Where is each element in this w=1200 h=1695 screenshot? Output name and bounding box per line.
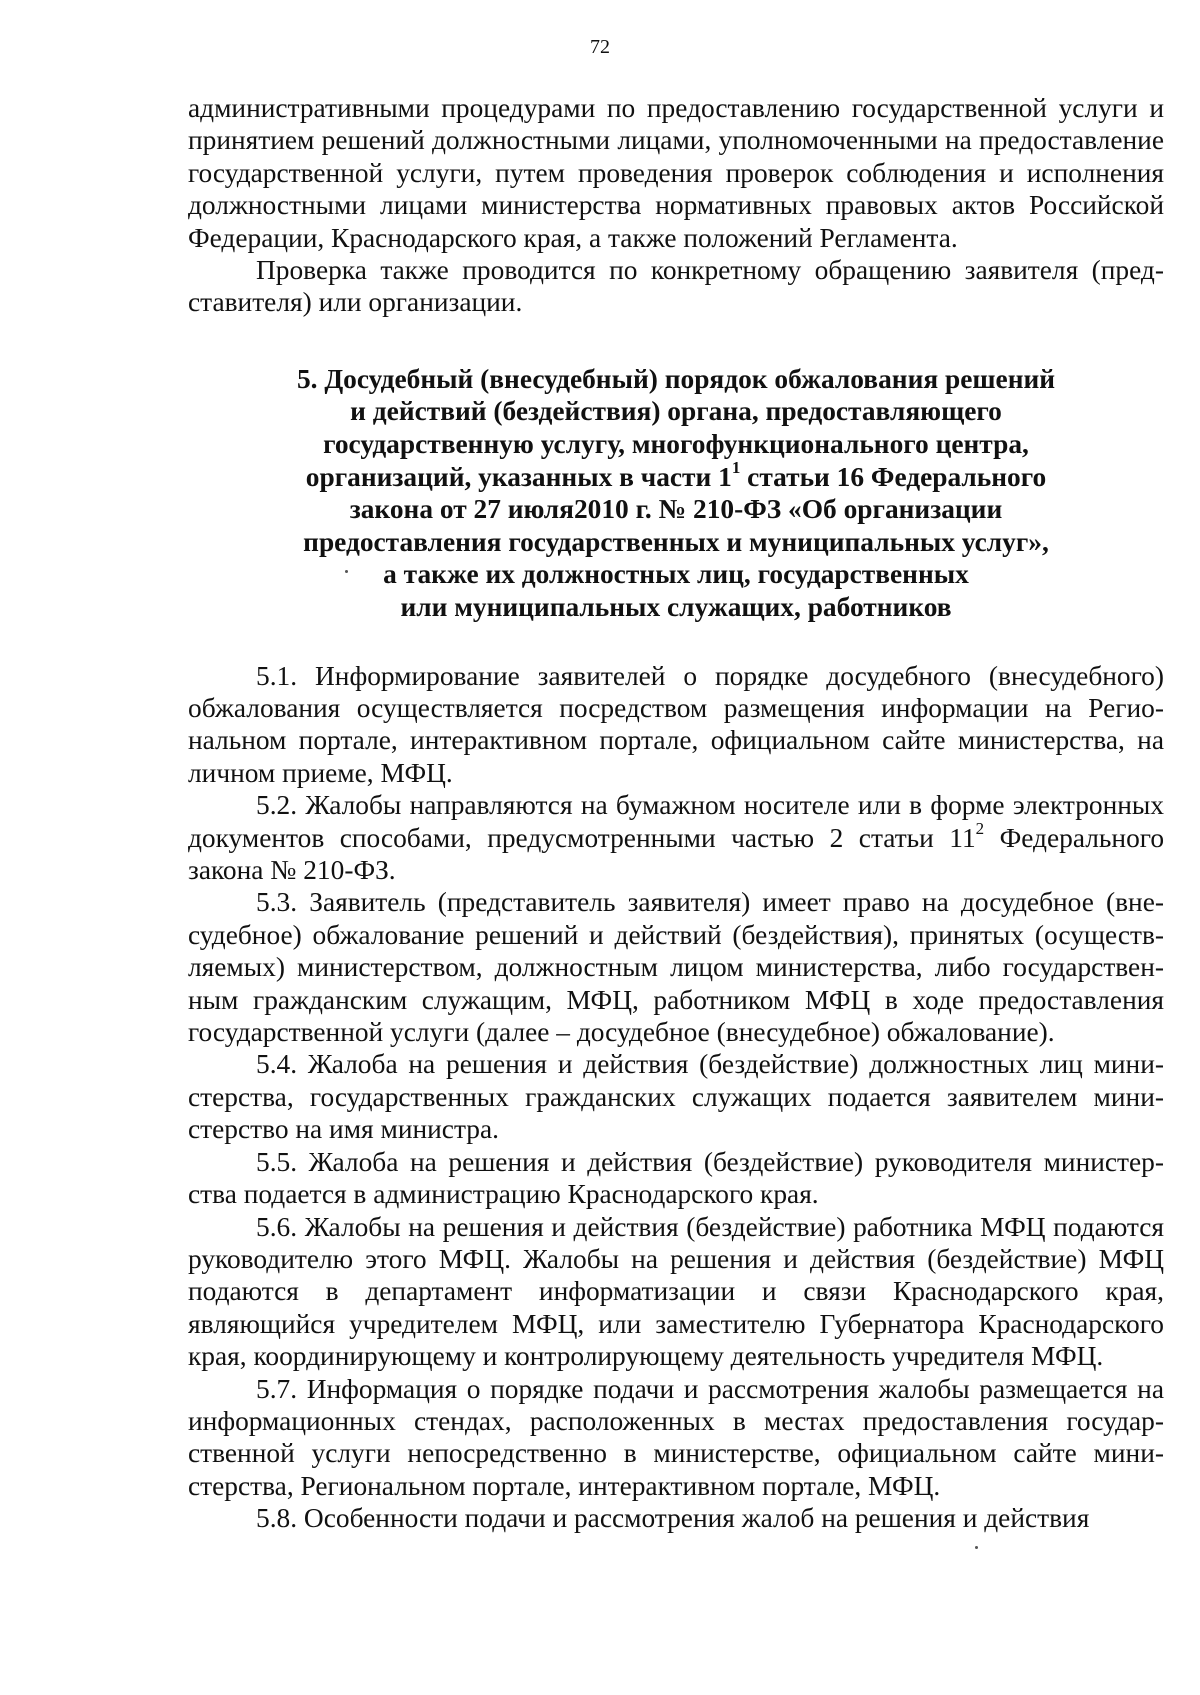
section-5-5: 5.5. Жалоба на решения и действия (бездействие) руководителя министерства подается в администрацию Краснодарского края.	[188, 1146, 1164, 1210]
heading-line-4-text: организаций, указанных в части 1	[305, 461, 732, 492]
heading-line-5: закона от 27 июля2010 г. № 210-ФЗ «Об организации	[349, 494, 1003, 525]
scan-speck	[975, 1546, 978, 1549]
section-5-7: 5.7. Информация о порядке подачи и рассмотрения жалобы размещается на информационных стендах, расположенных в местах предоставления государственной услуги непосредственно в министерстве, официальном сайте министерства, Региональном портале, интерактивном портале, МФЦ.	[188, 1373, 1164, 1501]
heading-line-6: предоставления государственных и муниципальных услуг»,	[303, 526, 1049, 557]
section-5-2-superscript: 2	[975, 818, 985, 838]
intro-paragraph-1: административными процедурами по предоставлению государственной услуги и принятием решений должностными лицами, уполномоченными на предоставление государственной услуги, путем проведения проверок соблюдения и исполнения должностными лицами министерства нормативных правовых актов Российской Федерации, Краснодарского края, а также положений Регламента.	[188, 93, 1164, 253]
section-5-4: 5.4. Жалоба на решения и действия (бездействие) должностных лиц министерства, государственных гражданских служащих подается заявителем министерство на имя министра.	[188, 1049, 1164, 1145]
section-5-8: 5.8. Особенности подачи и рассмотрения жалоб на решения и действия	[256, 1503, 1090, 1534]
heading-superscript: 1	[731, 457, 741, 477]
section-5-1: 5.1. Информирование заявителей о порядке досудебного (внесудебного) обжалования осуществляется посредством размещения информации на Региональном портале, интерактивном портале, официальном сайте министерства, на личном приеме, МФЦ.	[188, 660, 1164, 788]
heading-line-4	[188, 457, 1164, 494]
section-5-heading	[188, 363, 1164, 624]
heading-line-4-tail: статьи 16 Федерального	[740, 461, 1047, 492]
document-body	[188, 92, 1164, 1535]
heading-line-8: или муниципальных служащих, работников	[400, 592, 952, 622]
section-5-2-tail: Федерального закона № 210-ФЗ.	[188, 822, 1165, 886]
section-5-6: 5.6. Жалобы на решения и действия (бездействие) работника МФЦ подаются руководителю этого МФЦ. Жалобы на решения и действия (бездействие) МФЦ подаются в департамент информатизации и связи Краснодарского края, являющийся учредителем МФЦ, или заместителю Губернатора Краснодарского края, координирующему и контролирующему деятельность учредителя МФЦ.	[188, 1211, 1164, 1372]
intro-paragraph-2: Проверка также проводится по конкретному обращению заявителя (представителя) или организации.	[188, 255, 1164, 318]
page-number: 72	[590, 36, 610, 58]
section-5-2-text: 5.2. Жалобы направляются на бумажном носителе или в форме электронных документов способами, предусмотренными частью 2 статьи 11	[188, 790, 1164, 853]
section-5-3: 5.3. Заявитель (представитель заявителя) имеет право на досудебное (внесудебное) обжалование решений и действий (бездействия), принятых (осуществляемых) министерством, должностным лицом министерства, либо государственным гражданским служащим, МФЦ, работником МФЦ в ходе предоставления государственной услуги (далее – досудебное (внесудебное) обжалование).	[188, 887, 1164, 1048]
heading-line-7: а также их должностных лиц, государственных	[383, 559, 969, 590]
heading-line-2: и действий (бездействия) органа, предоставляющего	[350, 396, 1002, 427]
heading-line-3: государственную услугу, многофункционального центра,	[323, 429, 1029, 460]
scan-speck	[345, 570, 348, 573]
section-5-2	[188, 789, 1164, 886]
heading-line-1: 5. Досудебный (внесудебный) порядок обжалования решений	[296, 363, 1056, 394]
